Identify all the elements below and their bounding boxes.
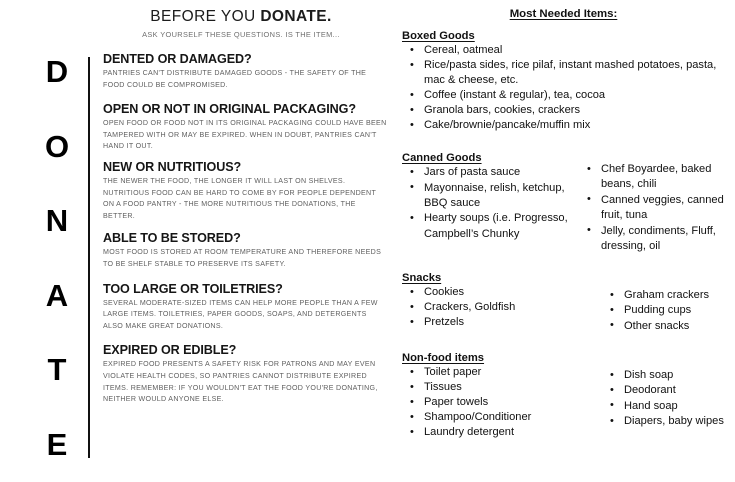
question-body: EXPIRED FOOD PRESENTS A SAFETY RISK FOR PATRONS AND MAY EVEN VIOLATE HEALTH CODES, SO PANTRIES CANNOT DISTRIBUTE EXPIRED ITEMS. REMEMBER: IF YOU WOULDN'T EAT THE FOOD YOU'RE DONATING, NEITHER WOULD ANYONE ELSE. bbox=[103, 360, 378, 404]
list-item: • Diapers, baby wipes bbox=[602, 414, 735, 429]
boxed-goods-list bbox=[402, 43, 732, 133]
non-food-list-left bbox=[402, 365, 602, 440]
section-non-food-items bbox=[402, 352, 602, 440]
section-heading-canned-goods: Canned Goods bbox=[402, 152, 482, 164]
list-item: • Dish soap bbox=[602, 368, 735, 383]
list-item: • Paper towels bbox=[402, 395, 602, 410]
section-heading-non-food-items: Non-food items bbox=[402, 352, 485, 364]
page-title bbox=[96, 8, 386, 27]
list-item: • Pretzels bbox=[402, 315, 587, 330]
list-item: • Jelly, condiments, Fluff, dressing, oil bbox=[579, 224, 735, 255]
section-snacks-right bbox=[602, 288, 735, 334]
list-item: • Granola bars, cookies, crackers bbox=[402, 103, 732, 118]
question-heading: DENTED OR DAMAGED? bbox=[103, 52, 252, 66]
question-block-too-large bbox=[103, 282, 388, 333]
list-item: • Rice/pasta sides, rice pilaf, instant mashed potatoes, pasta, mac & cheese, etc. bbox=[402, 58, 732, 88]
vertical-donate-word bbox=[36, 56, 78, 460]
most-needed-title: Most Needed Items: bbox=[509, 8, 618, 20]
vertical-letter-a: A bbox=[45, 277, 69, 313]
snacks-list-right bbox=[602, 288, 735, 334]
list-item: • Toilet paper bbox=[402, 365, 602, 380]
list-item: • Crackers, Goldfish bbox=[402, 300, 587, 315]
list-item: • Deodorant bbox=[602, 383, 735, 398]
section-canned-goods-right bbox=[579, 162, 735, 254]
section-snacks bbox=[402, 272, 587, 330]
section-heading-snacks: Snacks bbox=[402, 272, 442, 284]
vertical-letter-t: T bbox=[47, 352, 67, 388]
vertical-divider-rule bbox=[88, 57, 90, 458]
question-heading: OPEN OR NOT IN ORIGINAL PACKAGING? bbox=[103, 102, 356, 117]
list-item: • Other snacks bbox=[602, 319, 735, 334]
list-item: • Cookies bbox=[402, 285, 587, 300]
snacks-list-left bbox=[402, 285, 587, 330]
question-heading: TOO LARGE OR TOILETRIES? bbox=[103, 281, 283, 296]
list-item: • Chef Boyardee, baked beans, chili bbox=[579, 162, 735, 193]
section-heading-boxed-goods: Boxed Goods bbox=[402, 30, 475, 42]
page-subtitle: ASK YOURSELF THESE QUESTIONS. IS THE ITEM... bbox=[142, 29, 340, 39]
canned-goods-list-left bbox=[402, 165, 587, 242]
list-item: • Cereal, oatmeal bbox=[402, 43, 732, 58]
question-body: SEVERAL MODERATE-SIZED ITEMS CAN HELP MORE PEOPLE THAN A FEW LARGE ITEMS. TOILETRIES, PAPER GOODS, SOAPS, AND DETERGENTS ALSO MAKE GREAT DONATIONS. bbox=[103, 298, 378, 330]
question-list bbox=[103, 52, 388, 413]
list-item: • Jars of pasta sauce bbox=[402, 165, 587, 180]
vertical-letter-e: E bbox=[46, 426, 68, 462]
question-heading: ABLE TO BE STORED? bbox=[103, 231, 241, 246]
list-item: • Shampoo/Conditioner bbox=[402, 410, 602, 425]
question-body: MOST FOOD IS STORED AT ROOM TEMPERATURE AND THEREFORE NEEDS TO BE SHELF STABLE TO PRESERVE ITS SAFETY. bbox=[103, 248, 382, 268]
list-item: • Pudding cups bbox=[602, 303, 735, 318]
list-item: • Laundry detergent bbox=[402, 425, 602, 440]
question-block-expired bbox=[103, 343, 388, 405]
section-boxed-goods bbox=[402, 30, 732, 133]
list-item: • Tissues bbox=[402, 380, 602, 395]
list-item: • Cake/brownie/pancake/muffin mix bbox=[402, 118, 732, 133]
page-title-bold: DONATE. bbox=[260, 8, 332, 25]
list-item: • Hand soap bbox=[602, 399, 735, 414]
section-non-food-items-right bbox=[602, 368, 735, 430]
left-header bbox=[96, 8, 386, 39]
question-block-dented bbox=[103, 52, 388, 91]
non-food-list-right bbox=[602, 368, 735, 430]
question-block-able-stored bbox=[103, 231, 388, 270]
question-block-open-packaging bbox=[103, 102, 388, 153]
question-heading: EXPIRED OR EDIBLE? bbox=[103, 343, 237, 358]
question-body: PANTRIES CAN'T DISTRIBUTE DAMAGED GOODS - THE SAFETY OF THE FOOD COULD BE COMPROMISED. bbox=[103, 69, 367, 89]
canned-goods-list-right bbox=[579, 162, 735, 254]
vertical-letter-n: N bbox=[45, 203, 69, 239]
vertical-letter-d: D bbox=[45, 54, 69, 89]
list-item: • Canned veggies, canned fruit, tuna bbox=[579, 193, 735, 224]
list-item: • Mayonnaise, relish, ketchup, BBQ sauce bbox=[402, 181, 587, 212]
list-item: • Hearty soups (i.e. Progresso, Campbell’s Chunky bbox=[402, 211, 587, 242]
question-block-new-nutritious bbox=[103, 160, 388, 222]
question-body: THE NEWER THE FOOD, THE LONGER IT WILL LAST ON SHELVES. NUTRITIOUS FOOD CAN BE HARD TO COME BY FOR PEOPLE DEPENDENT ON A FOOD PANTRY - THE MORE NUTRITIOUS THE DONATIONS, THE BETTER. bbox=[103, 177, 376, 220]
list-item: • Graham crackers bbox=[602, 288, 735, 303]
question-body: OPEN FOOD OR FOOD NOT IN ITS ORIGINAL PACKAGING COULD HAVE BEEN TAMPERED WITH OR MAY BE EXPIRED. WHEN IN DOUBT, PANTRIES CAN'T HAND IT OUT. bbox=[103, 119, 387, 151]
section-canned-goods bbox=[402, 152, 587, 242]
page-title-light: BEFORE YOU bbox=[150, 8, 261, 25]
most-needed-items-panel bbox=[392, 0, 735, 482]
question-heading: NEW OR NUTRITIOUS? bbox=[103, 160, 242, 174]
list-item: • Coffee (instant & regular), tea, cocoa bbox=[402, 88, 732, 103]
vertical-letter-o: O bbox=[44, 128, 70, 164]
